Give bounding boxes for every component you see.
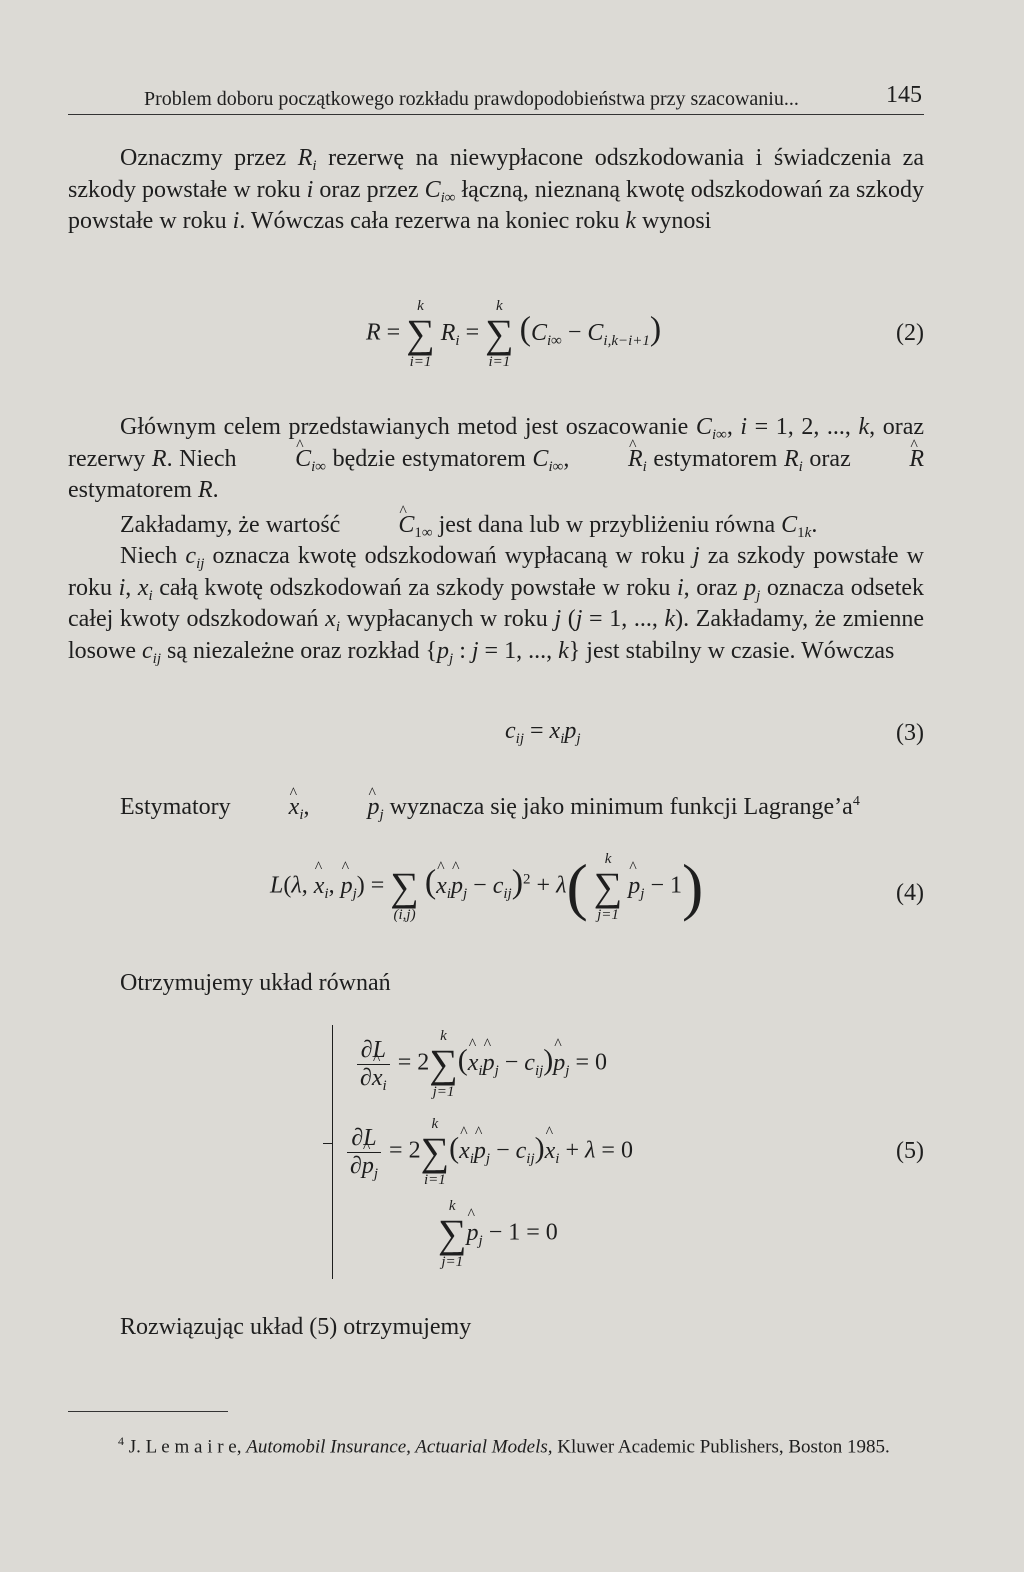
footnote-publisher: Kluwer Academic Publishers, Boston 1985. [557, 1436, 890, 1458]
paragraph-estimators-goal: Głównym celem przedstawianych metod jest oszacowanie $C_{i\infty}$, i = 1, 2, ..., k, oraz rezerwy R. Niech ^ $C_{i\infty}$ będzie estymatorem $C_{i\infty}$, ^ $R_i$ estymatorem $R_i$ oraz ^ R estymatorem R. [68, 412, 924, 507]
header-title: Problem doboru początkowego rozkładu prawdopodobieństwa przy szacowaniu... [144, 88, 799, 110]
footnote-author: J. L e m a i r e, [128, 1436, 242, 1458]
equation-4: L(λ, ^ $x_i$, ^ $p_j$) = ∑ (i,j) (^ $x_i\^{}$ $p_j - c_{ij})^2 + \lambda$( k ∑ j=1 ^ $p_j - 1$) [270, 850, 703, 924]
paragraph-notation: Niech $c_{ij}$ oznacza kwotę odszkodowań wypłacaną w roku j za szkody powstałe w roku i, $x_i$ całą kwotę odszkodowań za szkody powstałe w roku i, oraz $p_j$ oznacza odsetek całej kwoty odszkodowań $x_i$ wypłacanych w roku j (j = 1, ..., k). Zakładamy, że zmienne losowe $c_{ij}$ są niezależne oraz rozkład {$p_j$ : j = 1, ..., k} jest stabilny w czasie. Wówczas [68, 543, 925, 667]
equation-4-number: (4) [896, 880, 924, 906]
footnote-marker: 4 [118, 1434, 124, 1448]
footnote [68, 1428, 924, 1460]
equation-3-number: (3) [896, 720, 924, 746]
equation-2: R = k ∑ i=1 $R_i$ = k ∑ i=1 $(C_{i\infty} - C_{i,k-i+1})$ [366, 298, 662, 370]
paragraph-reserve-definition: Oznaczmy przez $R_i$ rezerwę na niewypłacone odszkodowania i świadczenia za szkody powstałe w roku i oraz przez $C_{i\infty}$ łączną, nieznaną kwotę odszkodowań za szkody powstałe w roku i. Wówczas cała rezerwa na koniec roku k wynosi [68, 145, 924, 234]
equation-5-line-1: $\frac{\partial L}{\partial\^{} x_i}$ = 2 k ∑ j=1 (^ $x_i\^{}$ $p_j$ − $c_{ij})\^{}$ $p_j = 0$ [355, 1028, 607, 1100]
paragraph-solving: Rozwiązując układ (5) otrzymujemy [120, 1314, 472, 1340]
system-brace [332, 1025, 343, 1279]
paragraph-system-intro: Otrzymujemy układ równań [120, 970, 391, 996]
equation-2-number: (2) [896, 320, 924, 346]
footnote-title: Automobil Insurance, Actuarial Models, [246, 1436, 553, 1458]
paragraph-assumption: Zakładamy, że wartość ^ $C_{1\infty}$ jest dana lub w przybliżeniu równa $C_{1k}$. [68, 510, 924, 542]
equation-5-line-3: k ∑ j=1 ^ $p_j - 1 = 0$ [438, 1198, 558, 1270]
equation-5-number: (5) [896, 1138, 924, 1164]
running-header [68, 80, 924, 115]
equation-3: $c_{ij} = x_ip_j$ [505, 718, 581, 747]
paragraph-lagrange-intro: Estymatory ^ $x_i$, ^ $p_j$ wyznacza się jako minimum funkcji $Lagrange’a^4$ [68, 786, 924, 824]
equation-5-line-2: $\frac{\partial L}{\partial\^{} p_j}$ = 2 k ∑ i=1 (^ $x_i\^{}$ $p_j$ − $c_{ij})\^{}$ $x_i + \lambda = 0$ [345, 1116, 633, 1188]
footnote-rule [68, 1411, 228, 1412]
page-number: 145 [886, 82, 922, 108]
